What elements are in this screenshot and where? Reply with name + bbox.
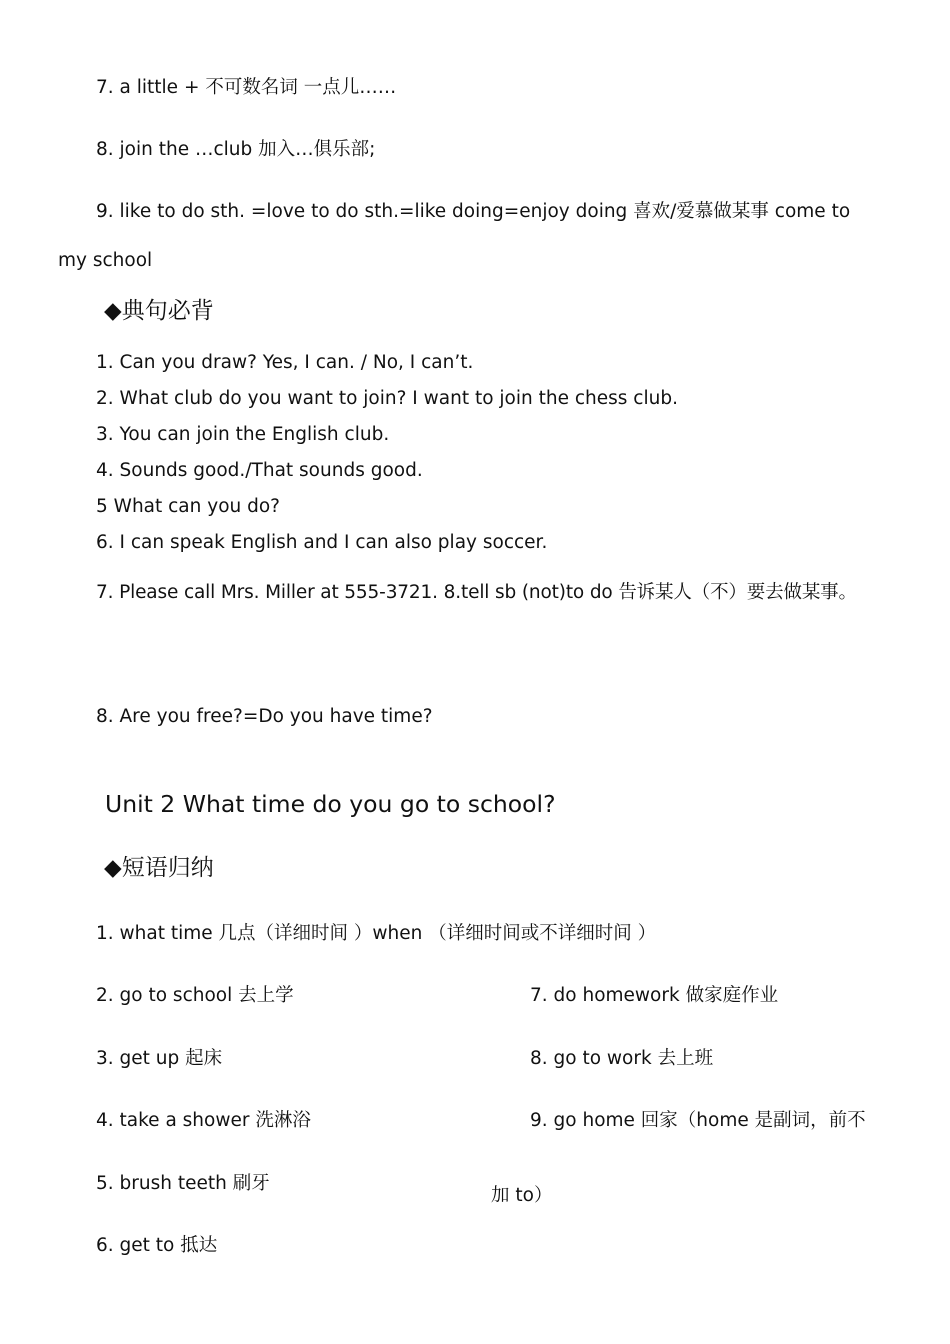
phrase-item-9-line1: 9. like to do sth. =love to do sth.=like doing=enjoy doing 喜欢/爱慕做某事 come to	[96, 201, 851, 222]
phrase-item-7: 7. a little + 不可数名词 一点儿……	[96, 77, 397, 98]
phrase-item-left: 6. get to 抵达	[96, 1235, 218, 1256]
sentence-item: 6. I can speak English and I can also play soccer.	[96, 532, 548, 553]
sentence-item: 1. Can you draw? Yes, I can. / No, I can’t.	[96, 352, 474, 373]
unit-title: Unit 2 What time do you go to school?	[105, 790, 556, 818]
phrase-item-left: 5. brush teeth 刷牙	[96, 1173, 270, 1194]
phrase-item-right: 9. go home 回家（home 是副词，前不	[530, 1110, 866, 1131]
sentence-item: 4. Sounds good./That sounds good.	[96, 460, 423, 481]
phrase-item-right: 7. do homework 做家庭作业	[530, 985, 779, 1006]
section-heading-phrases: ◆短语归纳	[104, 855, 214, 881]
phrase-item-9-line2: my school	[58, 250, 153, 271]
phrase-item-1: 1. what time 几点（详细时间 ）when （详细时间或不详细时间 ）	[96, 923, 657, 944]
phrase-item-8: 8. join the …club 加入…俱乐部;	[96, 139, 376, 160]
sentence-item: 8. Are you free?=Do you have time?	[96, 706, 433, 727]
sentence-item: 2. What club do you want to join? I want to join the chess club.	[96, 388, 678, 409]
sentence-item: 5 What can you do?	[96, 496, 281, 517]
phrase-item-right-continued: 加 to）	[491, 1185, 553, 1206]
phrase-item-left: 2. go to school 去上学	[96, 985, 294, 1006]
phrase-item-left: 3. get up 起床	[96, 1048, 223, 1069]
phrase-item-right: 8. go to work 去上班	[530, 1048, 714, 1069]
section-heading-key-sentences: ◆典句必背	[104, 298, 214, 324]
sentence-item: 3. You can join the English club.	[96, 424, 390, 445]
sentence-item: 7. Please call Mrs. Miller at 555-3721. 8.tell sb (not)to do 告诉某人（不）要去做某事。	[96, 582, 857, 603]
phrase-item-left: 4. take a shower 洗淋浴	[96, 1110, 311, 1131]
